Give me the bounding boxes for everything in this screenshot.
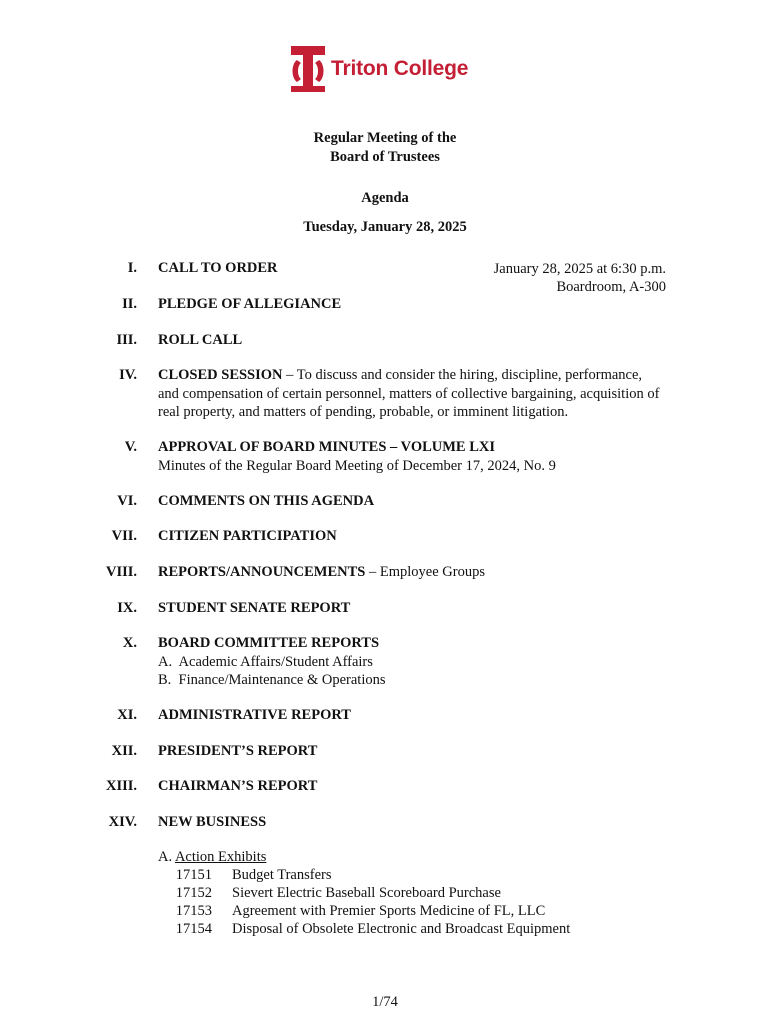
exhibit-label: Sievert Electric Baseball Scoreboard Purchase [232,885,501,901]
item-title: COMMENTS ON THIS AGENDA [158,493,375,509]
item-title: CHAIRMAN’S REPORT [158,778,318,794]
item-number: II. [122,296,137,312]
exhibit-number: 17154 [175,921,212,937]
item-number: VI. [117,493,137,509]
meeting-date: Tuesday, January 28, 2025 [303,219,467,235]
item-title: PLEDGE OF ALLEGIANCE [158,296,342,312]
item-title [158,367,642,384]
meeting-info [494,260,666,296]
action-exhibits [158,848,570,938]
exhibit-label: Budget Transfers [232,867,332,883]
exhibit-label: Agreement with Premier Sports Medicine of FL, LLC [232,903,546,919]
item-title-bold: REPORTS/ANNOUNCEMENTS [158,564,366,580]
exhibit-number: 17152 [175,885,212,901]
item-title: APPROVAL OF BOARD MINUTES – VOLUME LXI [158,439,496,455]
item-number: X. [122,635,137,651]
item-number: XIV. [108,814,137,830]
page-number: 1/74 [372,994,398,1010]
exhibit-label: Disposal of Obsolete Electronic and Broadcast Equipment [232,921,571,937]
item-number: III. [116,332,137,348]
exhibits-prefix: A. [158,849,173,865]
item-title-bold: CLOSED SESSION [158,367,283,383]
item-number: XIII. [105,778,137,794]
item-number: IV. [119,367,137,383]
logo-text: Triton College [331,57,469,80]
sub-item: B. Finance/Maintenance & Operations [158,672,386,688]
item-title: PRESIDENT’S REPORT [158,743,318,759]
item-description: Minutes of the Regular Board Meeting of December 17, 2024, No. 9 [158,458,556,474]
triton-tc-emblem-icon [291,46,325,92]
item-title: NEW BUSINESS [158,814,267,830]
item-title: BOARD COMMITTEE REPORTS [158,635,380,651]
item-title: ROLL CALL [158,332,243,348]
exhibits-heading [158,848,570,866]
meeting-datetime: January 28, 2025 at 6:30 p.m. [493,261,666,277]
exhibits-title: Action Exhibits [174,849,267,865]
sub-item: A. Academic Affairs/Student Affairs [158,654,373,670]
item-title-rest: – To discuss and consider the hiring, discipline, performance, [282,367,643,383]
exhibit-row [158,884,570,902]
item-number: V. [124,439,137,455]
item-number: VIII. [105,564,137,580]
item-number: XI. [117,707,137,723]
item-number: IX. [117,600,137,616]
item-title: ADMINISTRATIVE REPORT [158,707,351,723]
item-title-rest: – Employee Groups [365,564,485,580]
meeting-location: Boardroom, A-300 [556,279,666,295]
exhibit-row [158,920,570,938]
item-number: I. [127,260,137,276]
triton-college-logo [291,46,468,92]
meeting-title-line2: Board of Trustees [330,149,440,165]
item-title: STUDENT SENATE REPORT [158,600,351,616]
agenda-heading: Agenda [361,190,409,206]
exhibit-row [158,902,570,920]
exhibit-number: 17151 [175,867,212,883]
item-title [158,564,485,581]
item-title: CALL TO ORDER [158,260,278,276]
item-title: CITIZEN PARTICIPATION [158,528,337,544]
item-number: VII. [111,528,137,544]
item-description: and compensation of certain personnel, matters of collective bargaining, acquisition of real property, and matters of pending, probable, or imminent litigation. [158,386,660,420]
exhibit-number: 17153 [175,903,212,919]
meeting-title-line1: Regular Meeting of the [313,130,457,146]
exhibit-row [158,866,570,884]
item-number: XII. [111,743,137,759]
